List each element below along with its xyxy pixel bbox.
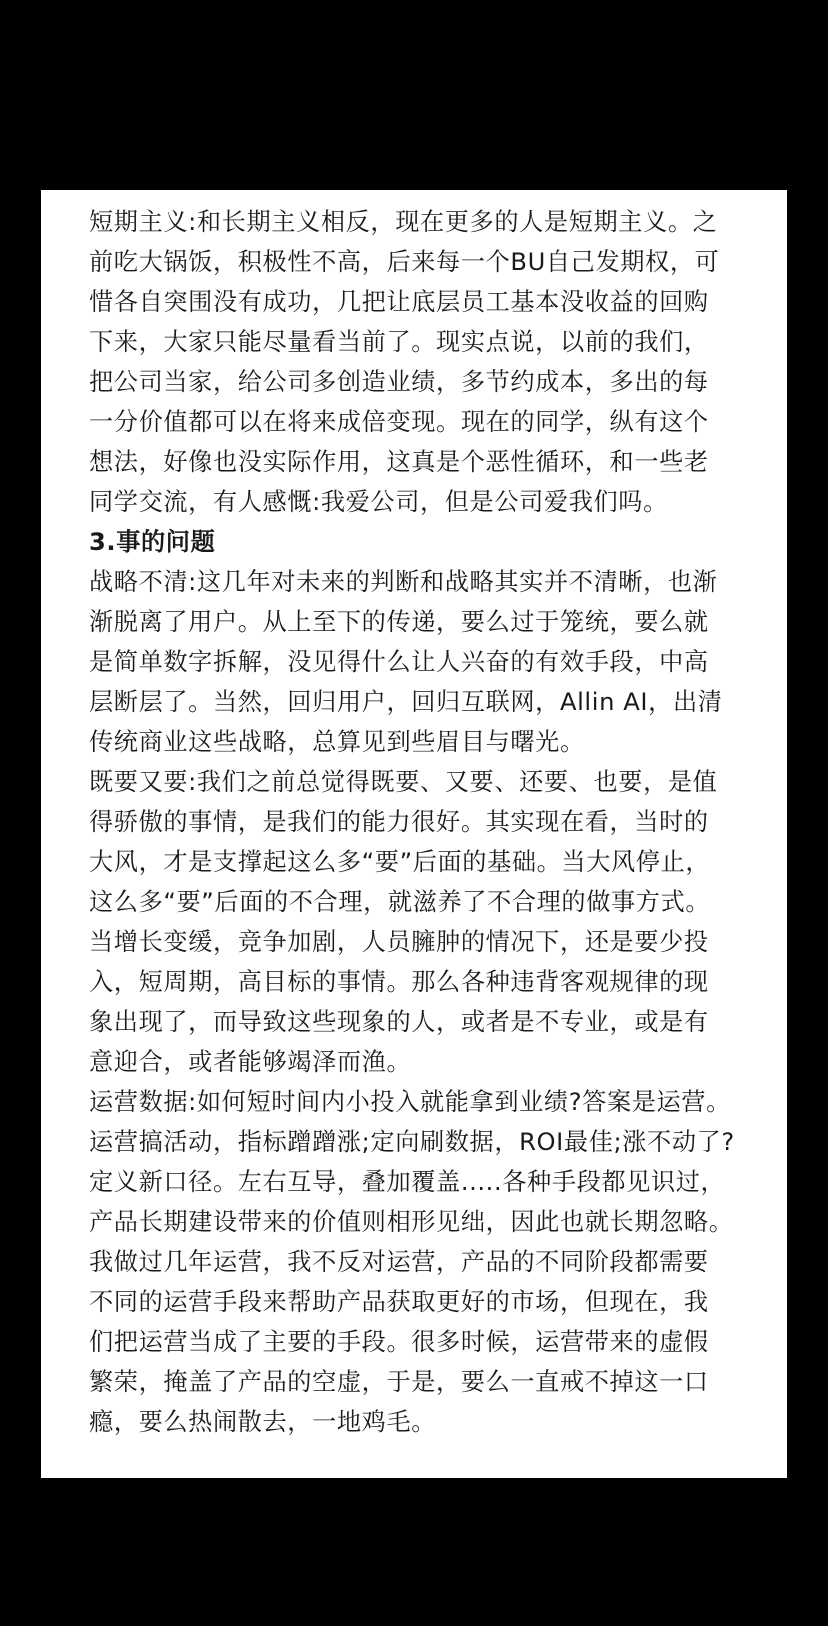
text-line: 们把运营当成了主要的手段。很多时候，运营带来的虚假 xyxy=(89,1328,709,1356)
text-line: 层断层了。当然，回归用户，回归互联网，Allin AI，出清 xyxy=(89,688,723,716)
text-line: 惜各自突围没有成功，几把让底层员工基本没收益的回购 xyxy=(89,288,709,316)
text-line: 产品长期建设带来的价值则相形见绌，因此也就长期忽略。 xyxy=(89,1208,734,1236)
text-line: 当增长变缓，竞争加剧，人员臃肿的情况下，还是要少投 xyxy=(89,928,709,956)
text-line: 运营搞活动，指标蹭蹭涨;定向刷数据，ROI最佳;涨不动了? xyxy=(89,1128,735,1156)
text-line: 渐脱离了用户。从上至下的传递，要么过于笼统，要么就 xyxy=(89,608,709,636)
text-line: 大风，才是支撑起这么多“要”后面的基础。当大风停止， xyxy=(89,848,711,876)
text-line: 定义新口径。左右互导，叠加覆盖.....各种手段都见识过， xyxy=(89,1168,726,1196)
text-line: 得骄傲的事情，是我们的能力很好。其实现在看，当时的 xyxy=(89,808,709,836)
text-line: 运营数据:如何短时间内小投入就能拿到业绩?答案是运营。 xyxy=(89,1088,731,1116)
text-line: 想法，好像也没实际作用，这真是个恶性循环，和一些老 xyxy=(89,448,709,476)
text-line: 繁荣，掩盖了产品的空虚，于是，要么一直戒不掉这一口 xyxy=(89,1368,709,1396)
article-body xyxy=(89,202,779,1442)
text-line: 传统商业这些战略，总算见到些眉目与曙光。 xyxy=(89,728,585,756)
text-line: 短期主义:和长期主义相反，现在更多的人是短期主义。之 xyxy=(89,208,718,236)
text-line: 象出现了，而导致这些现象的人，或者是不专业，或是有 xyxy=(89,1008,709,1036)
text-line: 同学交流，有人感慨:我爱公司，但是公司爱我们吗。 xyxy=(89,488,668,516)
text-line: 瘾，要么热闹散去，一地鸡毛。 xyxy=(89,1408,437,1436)
text-line: 前吃大锅饭，积极性不高，后来每一个BU自己发期权，可 xyxy=(89,248,720,276)
text-line: 下来，大家只能尽量看当前了。现实点说，以前的我们， xyxy=(89,328,709,356)
section-heading: 3.事的问题 xyxy=(89,528,216,556)
text-line: 这么多“要”后面的不合理，就滋养了不合理的做事方式。 xyxy=(89,888,711,916)
document-page xyxy=(41,190,787,1478)
text-line: 战略不清:这几年对未来的判断和战略其实并不清晰，也渐 xyxy=(89,568,718,596)
text-line: 把公司当家，给公司多创造业绩，多节约成本，多出的每 xyxy=(89,368,709,396)
text-line: 是简单数字拆解，没见得什么让人兴奋的有效手段，中高 xyxy=(89,648,709,676)
text-line: 不同的运营手段来帮助产品获取更好的市场，但现在，我 xyxy=(89,1288,709,1316)
text-line: 既要又要:我们之前总觉得既要、又要、还要、也要，是值 xyxy=(89,768,718,796)
text-line: 入，短周期，高目标的事情。那么各种违背客观规律的现 xyxy=(89,968,709,996)
text-line: 意迎合，或者能够竭泽而渔。 xyxy=(89,1048,412,1076)
text-line: 我做过几年运营，我不反对运营，产品的不同阶段都需要 xyxy=(89,1248,709,1276)
text-line: 一分价值都可以在将来成倍变现。现在的同学，纵有这个 xyxy=(89,408,709,436)
